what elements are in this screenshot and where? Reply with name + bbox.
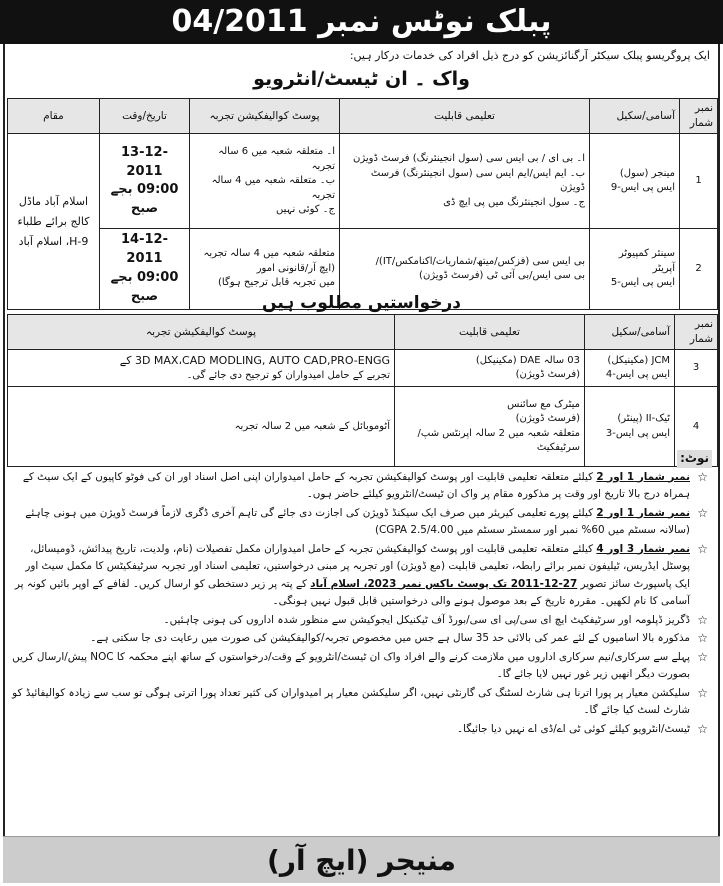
col-header: نمبر شمار bbox=[680, 99, 718, 134]
col-header: آسامی/سکیل bbox=[590, 99, 680, 134]
qual-line: (فرسٹ ڈویژن) bbox=[515, 369, 580, 381]
star-icon: ☆ bbox=[697, 505, 708, 520]
qual-line: ا۔ بی ای / بی ایس سی (سول انجینئرنگ) فرسٹ ڈویژن bbox=[352, 153, 585, 165]
post-scale: ایس پی ایس-5 bbox=[610, 277, 675, 289]
qual-line: 03 سالہ DAE (مکینیکل) bbox=[475, 354, 580, 366]
row-number: 2 bbox=[680, 229, 718, 309]
exp-line: ا۔ متعلقہ شعبہ میں 6 سالہ تجربہ bbox=[218, 146, 335, 172]
note-item bbox=[11, 685, 712, 720]
row-number: 3 bbox=[675, 350, 718, 387]
date-cell bbox=[100, 134, 190, 229]
post-name: JCM (مکینیکل) bbox=[607, 354, 670, 366]
notice-title: پبلک نوٹس نمبر 04/2011 bbox=[0, 0, 723, 44]
note-text: مذکورہ بالا اسامیوں کے لئے عمر کی بالائی حد 35 سال ہے جس میں مخصوص تجربہ/کوالیفکیشن کی صورت میں رعایت دی جا سکتی ہے۔ bbox=[90, 632, 690, 644]
col-header: مقام bbox=[8, 99, 100, 134]
date: 13-12-2011 bbox=[121, 144, 168, 179]
note-item bbox=[11, 721, 712, 739]
time: 09:00 بجے صبح bbox=[110, 270, 179, 304]
qual-line: بی سی ایس/بی آئی ٹی (فرسٹ ڈویژن) bbox=[419, 270, 585, 282]
note-item bbox=[11, 630, 712, 648]
section-applications-title: درخواستیں مطلوب ہیں bbox=[262, 293, 461, 313]
note-text: ڈگریز ڈپلومہ اور سرٹیفکیٹ ایچ ای سی/پی ای سی/بورڈ آف ٹیکنیکل ایجوکیشن سے منظور شدہ اداروں کی ہونی چاہئیں۔ bbox=[163, 613, 690, 626]
place-cell: اسلام آباد ماڈل کالج برائے طلباء H-9، اسلام آباد bbox=[8, 134, 100, 309]
exp-line: متعلقہ شعبہ میں 4 سالہ تجربہ bbox=[203, 248, 335, 260]
star-icon: ☆ bbox=[697, 469, 708, 484]
col-header: نمبر شمار bbox=[675, 315, 718, 350]
qualification-cell bbox=[395, 350, 585, 387]
note-lead: نمبر شمار 3 اور 4 bbox=[596, 542, 690, 555]
notes-label: نوٹ: bbox=[677, 450, 712, 468]
experience-cell bbox=[8, 350, 395, 387]
note-text: کیلئے پورے تعلیمی کیریئر میں صرف ایک سیکنڈ ڈویژن کی اجازت دی جائے گی تاہم آخری ڈگری لازماً فرسٹ ڈویژن میں ہونی چاہئے (سالانہ سسٹم میں 60% نمبر اور سمسٹر سسٹم میں CGPA 2.5/4.00) bbox=[25, 506, 690, 536]
note-deadline: 27-12-2011 تک پوسٹ باکس نمبر 2023، اسلام آباد bbox=[310, 577, 578, 590]
star-icon: ☆ bbox=[697, 721, 708, 736]
note-lead: نمبر شمار 1 اور 2 bbox=[596, 506, 690, 519]
applications-table bbox=[7, 314, 718, 467]
exp-line: 3D MAX،CAD MODLING, AUTO CAD,PRO-ENGG کے bbox=[119, 354, 390, 368]
intro-text: ایک پروگریسو پبلک سیکٹر آرگنائزیشن کو درج ذیل افراد کی خدمات درکار ہیں: bbox=[349, 49, 710, 62]
col-header: تعلیمی قابلیت bbox=[340, 99, 590, 134]
time: 09:00 بجے صبح bbox=[110, 182, 179, 217]
walkin-table bbox=[7, 98, 718, 310]
note-text: کے پتہ پر زیر دستخطی کو ارسال کریں۔ لفافے کے اوپر بائیں کونہ پر آسامی کا نام لکھیں۔ مقررہ تاریخ کے بعد موصول ہونے والی درخواستیں قابل قبول نہیں ہونگی۔ bbox=[14, 577, 690, 607]
note-text: کیلئے متعلقہ تعلیمی قابلیت اور پوسٹ کوالیفکیشن تجربہ کے حامل امیدواران اپنی اصل اسناد اور ان کی فوٹو کاپیوں کے ایک سیٹ کے ہمراہ درج بالا تاریخ اور وقت پر مذکورہ مقام پر واک ان ٹیسٹ/انٹرویو کیلئے حاضر ہوں۔ bbox=[22, 470, 690, 500]
qual-line: ب۔ ایم ایس/ایم ایس سی (سول انجینئرنگ) فرسٹ ڈویژن bbox=[370, 167, 585, 194]
note-text: پہلے سے سرکاری/نیم سرکاری اداروں میں ملازمت کرنے والے افراد واک ان ٹیسٹ/انٹرویو کے وقت/درخواستوں کے ساتھ اپنے محکمہ کا NOC پیش/ارسال کریں بصورت دیگر انھیں زیر غور نہیں لایا جائے گا۔ bbox=[12, 650, 690, 680]
note-text: سلیکشن معیار پر پورا اترنا ہی شارٹ لسٹنگ کی گارنٹی نہیں، اگر سلیکشن معیار پر امیدواران کی کثیر تعداد پورا اترتی ہوگی تو سب سے زیادہ کوالیفائیڈ کو شارٹ لسٹ کیا جائے گا۔ bbox=[12, 686, 690, 716]
date: 14-12-2011 bbox=[121, 232, 168, 267]
col-header: تعلیمی قابلیت bbox=[395, 315, 585, 350]
post-name: مینجر (سول) bbox=[619, 167, 675, 179]
qual-line: متعلقہ شعبہ میں 2 سالہ اپرنٹس شپ/سرٹیفکیٹ bbox=[417, 427, 580, 454]
qual-line: (فرسٹ ڈویژن) bbox=[515, 413, 580, 425]
col-header: تاریخ/وقت bbox=[100, 99, 190, 134]
col-header: پوسٹ کوالیفکیشن تجربہ bbox=[190, 99, 340, 134]
post-cell bbox=[590, 134, 680, 229]
post-name: سینئر کمپیوٹر آپریٹر bbox=[618, 248, 675, 274]
star-icon: ☆ bbox=[697, 685, 708, 700]
qualification-cell bbox=[340, 134, 590, 229]
star-icon: ☆ bbox=[697, 612, 708, 627]
row-number: 4 bbox=[675, 387, 718, 467]
note-item bbox=[11, 649, 712, 684]
notice-body bbox=[3, 44, 720, 883]
row-number: 1 bbox=[680, 134, 718, 229]
signatory: منیجر (ایچ آر) bbox=[3, 836, 720, 883]
star-icon: ☆ bbox=[697, 631, 708, 645]
exp-line: آٹوموبائل کے شعبہ میں 2 سالہ تجربہ bbox=[234, 420, 390, 432]
post-cell bbox=[585, 350, 675, 387]
note-text: ٹیسٹ/انٹرویو کیلئے کوئی ٹی اے/ڈی اے نہیں دیا جائیگا۔ bbox=[456, 722, 690, 735]
table-row bbox=[8, 350, 718, 387]
table-header bbox=[8, 315, 718, 350]
section-walkin-title: واک ۔ ان ٹیسٹ/انٹرویو bbox=[253, 68, 470, 90]
notes-section bbox=[11, 450, 712, 739]
qual-line: بی ایس سی (فزکس/میتھ/شماریات/اکنامکس/IT)/ bbox=[375, 255, 585, 267]
table-header bbox=[8, 99, 718, 134]
post-scale: ایس پی ایس-4 bbox=[605, 369, 670, 381]
note-item bbox=[11, 469, 712, 504]
note-lead: نمبر شمار 1 اور 2 bbox=[596, 470, 690, 483]
qual-line: ج۔ سول انجینئرنگ میں پی ایچ ڈی bbox=[443, 196, 585, 208]
exp-line: میں تجربہ قابل ترجیح ہوگا) bbox=[218, 277, 335, 289]
exp-line: تجربے کے حامل امیدواران کو ترجیح دی جائے گی۔ bbox=[186, 370, 390, 382]
col-header: آسامی/سکیل bbox=[585, 315, 675, 350]
exp-line: (ایچ آر/قانونی امور bbox=[256, 262, 335, 274]
col-header: پوسٹ کوالیفکیشن تجربہ bbox=[8, 315, 395, 350]
star-icon: ☆ bbox=[697, 541, 708, 556]
note-item bbox=[11, 612, 712, 630]
exp-line: ج۔ کوئی نہیں bbox=[276, 204, 335, 216]
exp-line: ب۔ متعلقہ شعبہ میں 4 سالہ تجربہ bbox=[211, 175, 335, 201]
star-icon: ☆ bbox=[697, 649, 708, 664]
note-text: کیلئے متعلقہ تعلیمی قابلیت اور پوسٹ کوالیفکیشن تجربہ کے حامل امیدواران مکمل تفصیلات (نام، ولدیت، تاریخ پیدائش، ڈومیسائل، پوسٹل ایڈریس، ٹیلیفون نمبر برائے رابطہ، تعلیمی قابلیت (مع ڈویژن) اور تجربہ پر مبنی درخواستیں، تعلیمی اسناد اور تجربہ سرٹیفکیٹس کا مکمل سیٹ اور ایک پاسپورٹ سائز تصویر bbox=[25, 542, 690, 590]
post-scale: ایس پی ایس-9 bbox=[610, 182, 675, 194]
post-name: ٹیک-II (پینٹر) bbox=[617, 413, 670, 425]
table-row bbox=[8, 134, 718, 229]
qual-line: میٹرک مع سائنس bbox=[507, 398, 580, 410]
experience-cell bbox=[190, 134, 340, 229]
note-item bbox=[11, 505, 712, 540]
post-scale: ایس پی ایس-3 bbox=[605, 427, 670, 439]
note-item bbox=[11, 541, 712, 611]
